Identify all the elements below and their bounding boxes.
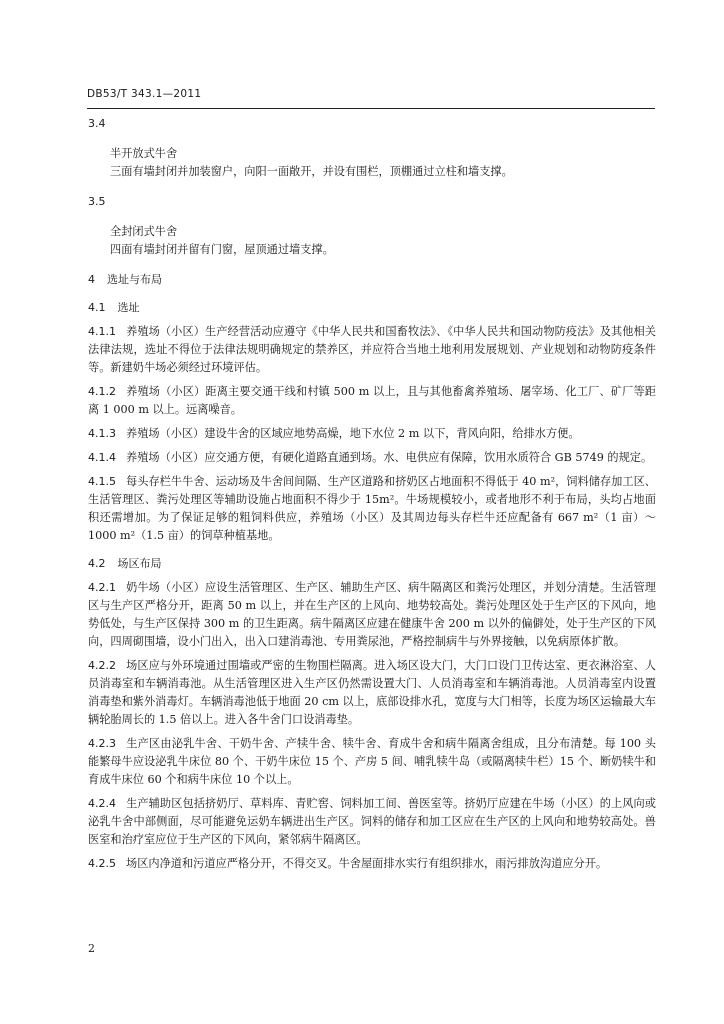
paragraph-number: 4.1.5	[88, 475, 116, 488]
paragraph-4-2-1	[88, 579, 656, 651]
paragraph-4-2-3	[88, 735, 656, 789]
paragraph-number: 4.1.2	[88, 385, 116, 398]
paragraph-4-2-5	[88, 855, 656, 873]
paragraph-text: 养殖场（小区）建设牛舍的区域应地势高燥，地下水位 2 m 以下，背风向阳，给排水方便。	[126, 427, 580, 440]
paragraph-text: 生产区由泌乳牛舍、干奶牛舍、产犊牛舍、犊牛舍、育成牛舍和病牛隔离舍组成，且分布清楚。每 100 头能繁母牛应设泌乳牛床位 80 个、干奶牛床位 15 个、产房 5 间、哺乳犊牛岛（或隔离犊牛栏）15 个、断奶犊牛和育成牛床位 60 个和病牛床位 10 个以上。	[88, 737, 656, 786]
page-number: 2	[88, 942, 95, 955]
clause-3-4-number: 3.4	[88, 117, 106, 130]
page-body	[88, 115, 656, 873]
section-4-number: 4	[88, 273, 95, 286]
paragraph-4-1-1	[88, 323, 656, 377]
paragraph-number: 4.2.1	[88, 581, 116, 594]
clause-3-5-term: 全封闭式牛舍	[110, 225, 178, 238]
header-rule	[87, 108, 655, 109]
paragraph-4-2-2	[88, 657, 656, 729]
clause-3-5-number: 3.5	[88, 195, 106, 208]
paragraph-number: 4.1.1	[88, 325, 116, 338]
paragraph-4-1-5	[88, 473, 656, 545]
paragraph-number: 4.2.2	[88, 659, 116, 672]
clause-3-4-term: 半开放式牛舍	[110, 147, 178, 160]
paragraph-number: 4.2.4	[88, 797, 116, 810]
section-4-2-heading	[88, 555, 656, 573]
clause-3-4-definition: 三面有墙封闭并加装窗户，向阳一面敞开，并设有围栏，顶棚通过立柱和墙支撑。	[110, 165, 513, 178]
paragraph-text: 场区内净道和污道应严格分开，不得交叉。牛舍屋面排水实行有组织排水，雨污排放沟道应分开。	[126, 857, 608, 870]
section-4-title: 选址与布局	[107, 273, 162, 286]
section-4-2-title: 场区布局	[117, 557, 162, 570]
clause-3-5-definition: 四面有墙封闭并留有门窗，屋顶通过墙支撑。	[110, 243, 334, 256]
paragraph-text: 每头存栏牛牛舍、运动场及牛舍间间隔、生产区道路和挤奶区占地面积不得低于 40 m²，饲料储存加工区、生活管理区、粪污处理区等辅助设施占地面积不得少于 15m²。牛场规模较小，或者地形不利于布局，头均占地面积还需增加。为了保证足够的粗饲料供应，养殖场（小区）及其周边每头存栏牛还应配备有 667 m²（1 亩）～1000 m²（1.5 亩）的饲草种植基地。	[88, 475, 656, 542]
paragraph-number: 4.2.5	[88, 857, 116, 870]
paragraph-text: 养殖场（小区）应交通方便，有硬化道路直通到场。水、电供应有保障，饮用水质符合 GB 5749 的规定。	[126, 451, 653, 464]
paragraph-text: 场区应与外环境通过围墙或严密的生物围栏隔离。进入场区设大门，大门口设门卫传达室、更衣淋浴室、人员消毒室和车辆消毒池。从生活管理区进入生产区仍然需设置大门、人员消毒室和车辆消毒池。人员消毒室内设置消毒垫和紫外消毒灯。车辆消毒池低于地面 20 cm 以上，底部设排水孔，宽度与大门相等，长度为场区运输最大车辆轮胎周长的 1.5 倍以上。进入各牛舍门口设消毒垫。	[88, 659, 656, 726]
paragraph-text: 养殖场（小区）生产经营活动应遵守《中华人民共和国畜牧法》、《中华人民共和国动物防疫法》及其他相关法律法规，选址不得位于法律法规明确规定的禁养区，并应符合当地土地利用发展规划、产业规划和动物防疫条件等。新建奶牛场必须经过环境评估。	[88, 325, 656, 374]
paragraph-text: 生产辅助区包括挤奶厅、草料库、青贮窖、饲料加工间、兽医室等。挤奶厅应建在牛场（小区）的上风向或泌乳牛舍中部侧面，尽可能避免运奶车辆进出生产区。饲料的储存和加工区应在生产区的上风向和地势较高处。兽医室和治疗室应位于生产区的下风向，紧邻病牛隔离区。	[88, 797, 656, 846]
paragraph-4-1-3	[88, 425, 656, 443]
section-4-1-number: 4.1	[88, 301, 106, 314]
section-4-1-heading	[88, 299, 656, 317]
paragraph-4-2-4	[88, 795, 656, 849]
paragraph-number: 4.1.3	[88, 427, 116, 440]
paragraph-4-1-2	[88, 383, 656, 419]
section-4-1-title: 选址	[117, 301, 140, 314]
paragraph-4-1-4	[88, 449, 656, 467]
section-4-heading	[88, 271, 656, 289]
paragraph-number: 4.1.4	[88, 451, 116, 464]
section-4-2-number: 4.2	[88, 557, 106, 570]
document-header-code: DB53/T 343.1—2011	[87, 88, 202, 100]
paragraph-text: 养殖场（小区）距离主要交通干线和村镇 500 m 以上，且与其他畜禽养殖场、屠宰场、化工厂、矿厂等距离 1 000 m 以上。远离噪音。	[88, 385, 656, 416]
paragraph-text: 奶牛场（小区）应设生活管理区、生产区、辅助生产区、病牛隔离区和粪污处理区，并划分清楚。生活管理区与生产区严格分开，距离 50 m 以上，并在生产区的上风向、地势较高处。粪污处理区处于生产区的下风向，地势低处，与生产区保持 300 m 的卫生距离。病牛隔离区应建在健康牛舍 200 m 以外的偏僻处，处于生产区的下风向，四周砌围墙，设小门出入，出入口建消毒池、专用粪尿池，严格控制病牛与外界接触，以免病原体扩散。	[88, 581, 656, 648]
paragraph-number: 4.2.3	[88, 737, 116, 750]
